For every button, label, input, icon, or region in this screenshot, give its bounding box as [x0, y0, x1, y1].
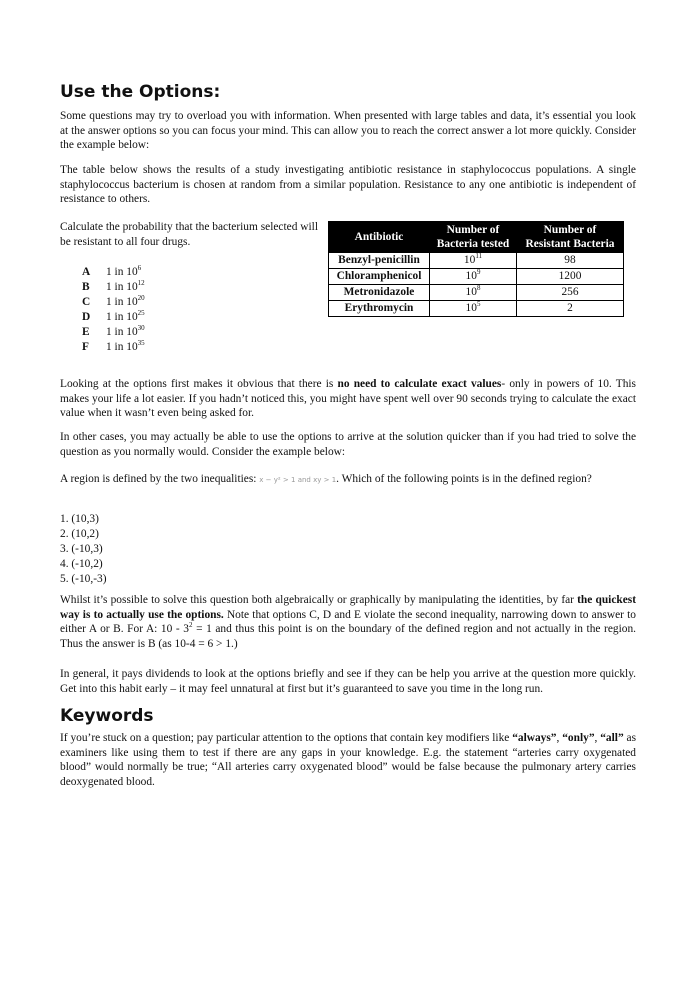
option-e: E 1 in $10^{30}$	[82, 324, 145, 338]
table-header-row	[329, 222, 624, 253]
list-item: 3. (-10,3)	[60, 543, 103, 555]
option-f: F 1 in $10^{35}$	[82, 339, 145, 353]
other-cases-paragraph: In other cases, you may actually be able to use the options to arrive at the solution quicker than if you had tried to solve the question as you normally would. Consider the example below:	[60, 431, 636, 458]
option-b: B 1 in $10^{12}$	[82, 279, 145, 293]
looking-paragraph: Looking at the options first makes it obvious that there is no need to calculate exact values- only in powers of 10. This makes your life a lot easier. If you hadn’t noticed this, you might have spent well over 90 seconds trying to calculate the exact value when it wasn’t even being asked for.	[60, 378, 636, 420]
inequalities-formula: x − y² > 1 and xy > 1	[259, 476, 337, 484]
whilst-paragraph: Whilst it’s possible to solve this question both algebraically or graphically by manipulating the identities, by far the quickest way is to actually use the options. Note that options C, D and E violate the second inequality, narrowing down to answer to either A or B. For A: $10 - 3^2 = 1$ and thus this point is on the boundary of the defined region and not actually in the region. Thus the answer is B (as 10-4 = 6 > 1.)	[60, 594, 636, 650]
table-row: Erythromycin $10^5$ 2	[329, 301, 624, 317]
list-item: 4. (-10,2)	[60, 558, 103, 570]
list-item: 2. (10,2)	[60, 528, 99, 540]
table-row: Metronidazole $10^8$ 256	[329, 285, 624, 301]
general-paragraph: In general, it pays dividends to look at the options briefly and see if they can be help you arrive at the question more quickly. Get into this habit early – it may feel unnatural at first but it’s guaranteed to save you time in the long run.	[60, 668, 636, 695]
probability-question: Calculate the probability that the bacterium selected will be resistant to all four drugs.	[60, 221, 318, 248]
answer-options	[82, 265, 145, 355]
table-row: Chloramphenicol $10^9$ 1200	[329, 269, 624, 285]
header-tested: Number of Bacteria tested	[430, 222, 517, 253]
list-item: 1. (10,3)	[60, 513, 99, 525]
option-c: C 1 in $10^{20}$	[82, 294, 145, 308]
antibiotic-table	[328, 221, 624, 317]
study-paragraph: The table below shows the results of a study investigating antibiotic resistance in staphylococcus populations. A single staphylococcus bacterium is chosen at random from a similar population. Resistance to any one antibiotic is independent of resistance to others.	[60, 164, 636, 206]
option-d: D 1 in $10^{25}$	[82, 309, 145, 323]
region-question: A region is defined by the two inequalities: x − y² > 1 and xy > 1. Which of the following points is in the defined region?	[60, 473, 592, 485]
intro-paragraph: Some questions may try to overload you with information. When presented with large tables and data, it’s essential you look at the answer options so you can focus your mind. This can allow you to reach the correct answer a lot more quickly. Consider the example below:	[60, 110, 636, 152]
header-antibiotic: Antibiotic	[329, 222, 430, 253]
list-item: 5. (-10,-3)	[60, 573, 107, 585]
header-resistant: Number of Resistant Bacteria	[517, 222, 624, 253]
question-block	[60, 220, 636, 360]
section-heading-use-options: Use the Options:	[60, 82, 221, 102]
table-row: Benzyl-penicillin $10^{11}$ 98	[329, 253, 624, 269]
section-heading-keywords: Keywords	[60, 706, 154, 726]
keywords-paragraph: If you’re stuck on a question; pay particular attention to the options that contain key modifiers like “always”, “only”, “all” as examiners like using them to test if there are any gaps in your knowledge. E.g. the statement “arteries carry oxygenated blood” would normally be true; “All arteries carry oxygenated blood” would be false because the pulmonary artery carries deoxygenated blood.	[60, 732, 637, 788]
point-options-list	[60, 512, 107, 587]
option-a: A 1 in $10^6$	[82, 264, 142, 278]
